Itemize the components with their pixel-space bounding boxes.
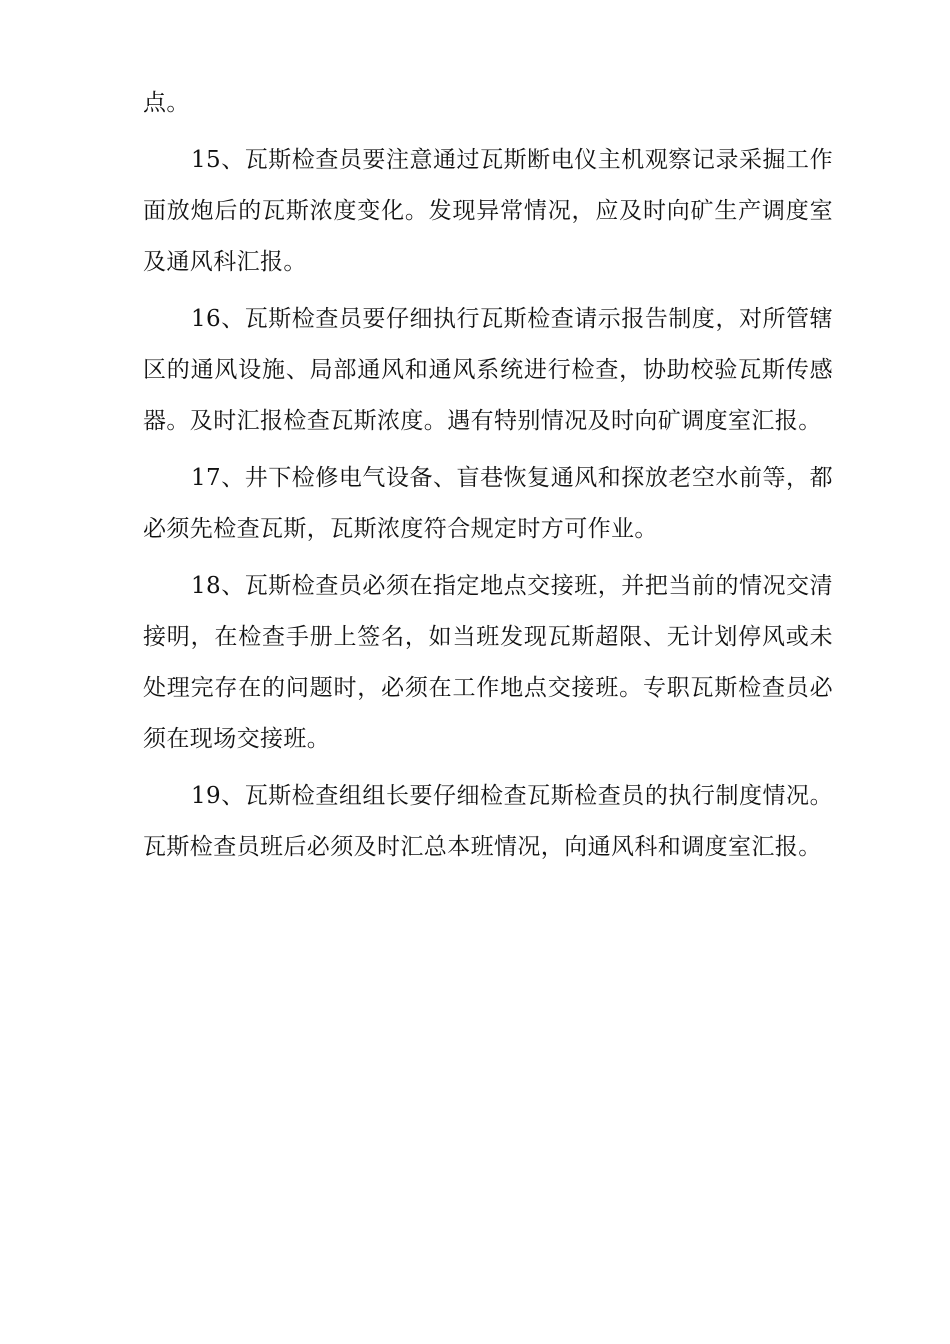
- paragraph-continuation: 点。: [143, 90, 190, 116]
- paragraph-item-17: 17、井下检修电气设备、盲巷恢复通风和探放老空水前等，都必须先检查瓦斯，瓦斯浓度符合规定时方可作业。: [143, 465, 833, 542]
- document-body: [143, 78, 833, 879]
- paragraph-item-18: 18、瓦斯检查员必须在指定地点交接班，并把当前的情况交清接明，在检查手册上签名，如当班发现瓦斯超限、无计划停风或未处理完存在的问题时，必须在工作地点交接班。专职瓦斯检查员必须在现场交接班。: [143, 573, 833, 752]
- paragraph-item-19: 19、瓦斯检查组组长要仔细检查瓦斯检查员的执行制度情况。瓦斯检查员班后必须及时汇总本班情况，向通风科和调度室汇报。: [143, 783, 833, 860]
- paragraph-item-16: 16、瓦斯检查员要仔细执行瓦斯检查请示报告制度，对所管辖区的通风设施、局部通风和通风系统进行检查，协助校验瓦斯传感器。及时汇报检查瓦斯浓度。遇有特别情况及时向矿调度室汇报。: [143, 306, 833, 434]
- paragraph-item-15: 15、瓦斯检查员要注意通过瓦斯断电仪主机观察记录采掘工作面放炮后的瓦斯浓度变化。发现异常情况，应及时向矿生产调度室及通风科汇报。: [143, 147, 833, 275]
